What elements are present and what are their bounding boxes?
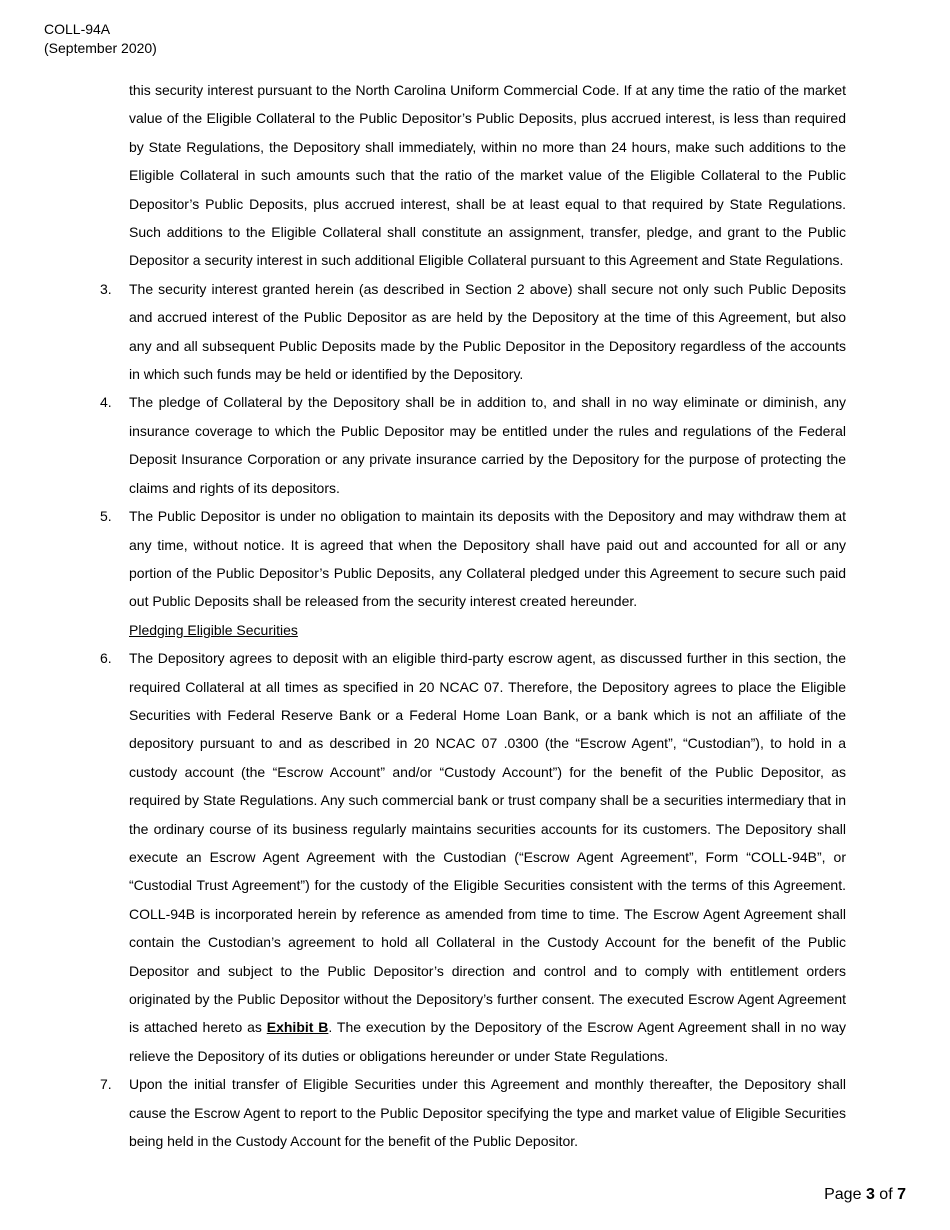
item-number: 4. bbox=[100, 394, 112, 411]
list-item-3 bbox=[100, 275, 846, 389]
item-number: 7. bbox=[100, 1076, 112, 1093]
list-item-4 bbox=[100, 388, 846, 502]
page-of: of bbox=[879, 1186, 893, 1203]
item-text-part2: . The execution by the Depository of the Escrow Agent Agreement shall in no way relieve the Depository of its duties or obligations hereunder or under State Regulations. bbox=[129, 1019, 846, 1064]
item-text: The pledge of Collateral by the Depository shall be in addition to, and shall in no way eliminate or diminish, any insurance coverage to which the Public Depositor may be entitled under the rules and regulations of the Federal Deposit Insurance Corporation or any private insurance carried by the Depository for the purpose of protecting the claims and rights of its depositors. bbox=[129, 394, 846, 496]
exhibit-b-reference: Exhibit B bbox=[266, 1019, 329, 1036]
document-header bbox=[44, 20, 157, 58]
document-body bbox=[0, 76, 950, 1155]
item-text: The security interest granted herein (as described in Section 2 above) shall secure not only such Public Deposits and accrued interest of the Public Depositor as are held by the Depository at the time of this Agreement, but also any and all subsequent Public Deposits made by the Public Depositor in the Depository regardless of the accounts in which such funds may be held or identified by the Depository. bbox=[129, 280, 846, 383]
page-current: 3 bbox=[865, 1186, 875, 1203]
section-heading-text: Pledging Eligible Securities bbox=[129, 621, 298, 638]
continuation-paragraph: this security interest pursuant to the North Carolina Uniform Commercial Code. If at any time the ratio of the market value of the Eligible Collateral to the Public Depositor’s Public Deposits, plus accrued interest, is less than required by State Regulations, the Depository shall immediately, within no more than 24 hours, make such additions to the Eligible Collateral in such amounts such that the ratio of the market value of the Eligible Collateral to the Public Depositor’s Public Deposits, plus accrued interest, shall be at least equal to that required by State Regulations. Such additions to the Eligible Collateral shall constitute an assignment, transfer, pledge, and grant to the Public Depositor a security interest in such additional Eligible Collateral pursuant to this Agreement and State Regulations. bbox=[129, 82, 846, 269]
item-number: 6. bbox=[100, 650, 112, 667]
item-text: Upon the initial transfer of Eligible Securities under this Agreement and monthly thereafter, the Depository shall cause the Escrow Agent to report to the Public Depositor specifying the type and market value of Eligible Securities being held in the Custody Account for the benefit of the Public Depositor. bbox=[129, 1076, 846, 1150]
list-item-6 bbox=[100, 644, 846, 1070]
page-number bbox=[824, 1186, 906, 1204]
form-date: (September 2020) bbox=[44, 40, 157, 56]
section-heading bbox=[129, 616, 846, 644]
item-text-part1: The Depository agrees to deposit with an eligible third-party escrow agent, as discussed further in this section, the required Collateral at all times as specified in 20 NCAC 07. Therefore, the Depository agrees to place the Eligible Securities with Federal Reserve Bank or a Federal Home Loan Bank, or a bank which is not an affiliate of the depository pursuant to and as described in 20 NCAC 07 .0300 (the “Escrow Agent”, “Custodian”), to hold in a custody account (the “Escrow Account” and/or “Custody Account”) for the benefit of the Public Depositor, as required by State Regulations. Any such commercial bank or trust company shall be a securities intermediary that in the ordinary course of its business regularly maintains securities accounts for its customers. The Depository shall execute an Escrow Agent Agreement with the Custodian (“Escrow Agent Agreement”, Form “COLL-94B”, or “Custodial Trust Agreement”) for the custody of the Eligible Securities consistent with the terms of this Agreement. COLL-94B is incorporated herein by reference as amended from time to time. The Escrow Agent Agreement shall contain the Custodian’s agreement to hold all Collateral in the Custody Account for the benefit of the Public Depositor and subject to the Public Depositor’s direction and control and to comply with entitlement orders originated by the Public Depositor without the Depository’s further consent. The executed Escrow Agent Agreement is attached hereto as bbox=[129, 650, 846, 1036]
form-id: COLL-94A bbox=[44, 21, 111, 37]
list-item-5 bbox=[100, 502, 846, 616]
page-label: Page bbox=[824, 1186, 862, 1203]
item-number: 3. bbox=[100, 280, 112, 297]
page-total: 7 bbox=[897, 1186, 906, 1203]
list-item-7 bbox=[100, 1070, 846, 1155]
item-text: The Public Depositor is under no obligation to maintain its deposits with the Depository and may withdraw them at any time, without notice. It is agreed that when the Depository shall have paid out and accounted for all or any portion of the Public Depositor’s Public Deposits, any Collateral pledged under this Agreement to secure such paid out Public Deposits shall be released from the security interest created hereunder. bbox=[129, 508, 846, 610]
item-number: 5. bbox=[100, 508, 112, 525]
